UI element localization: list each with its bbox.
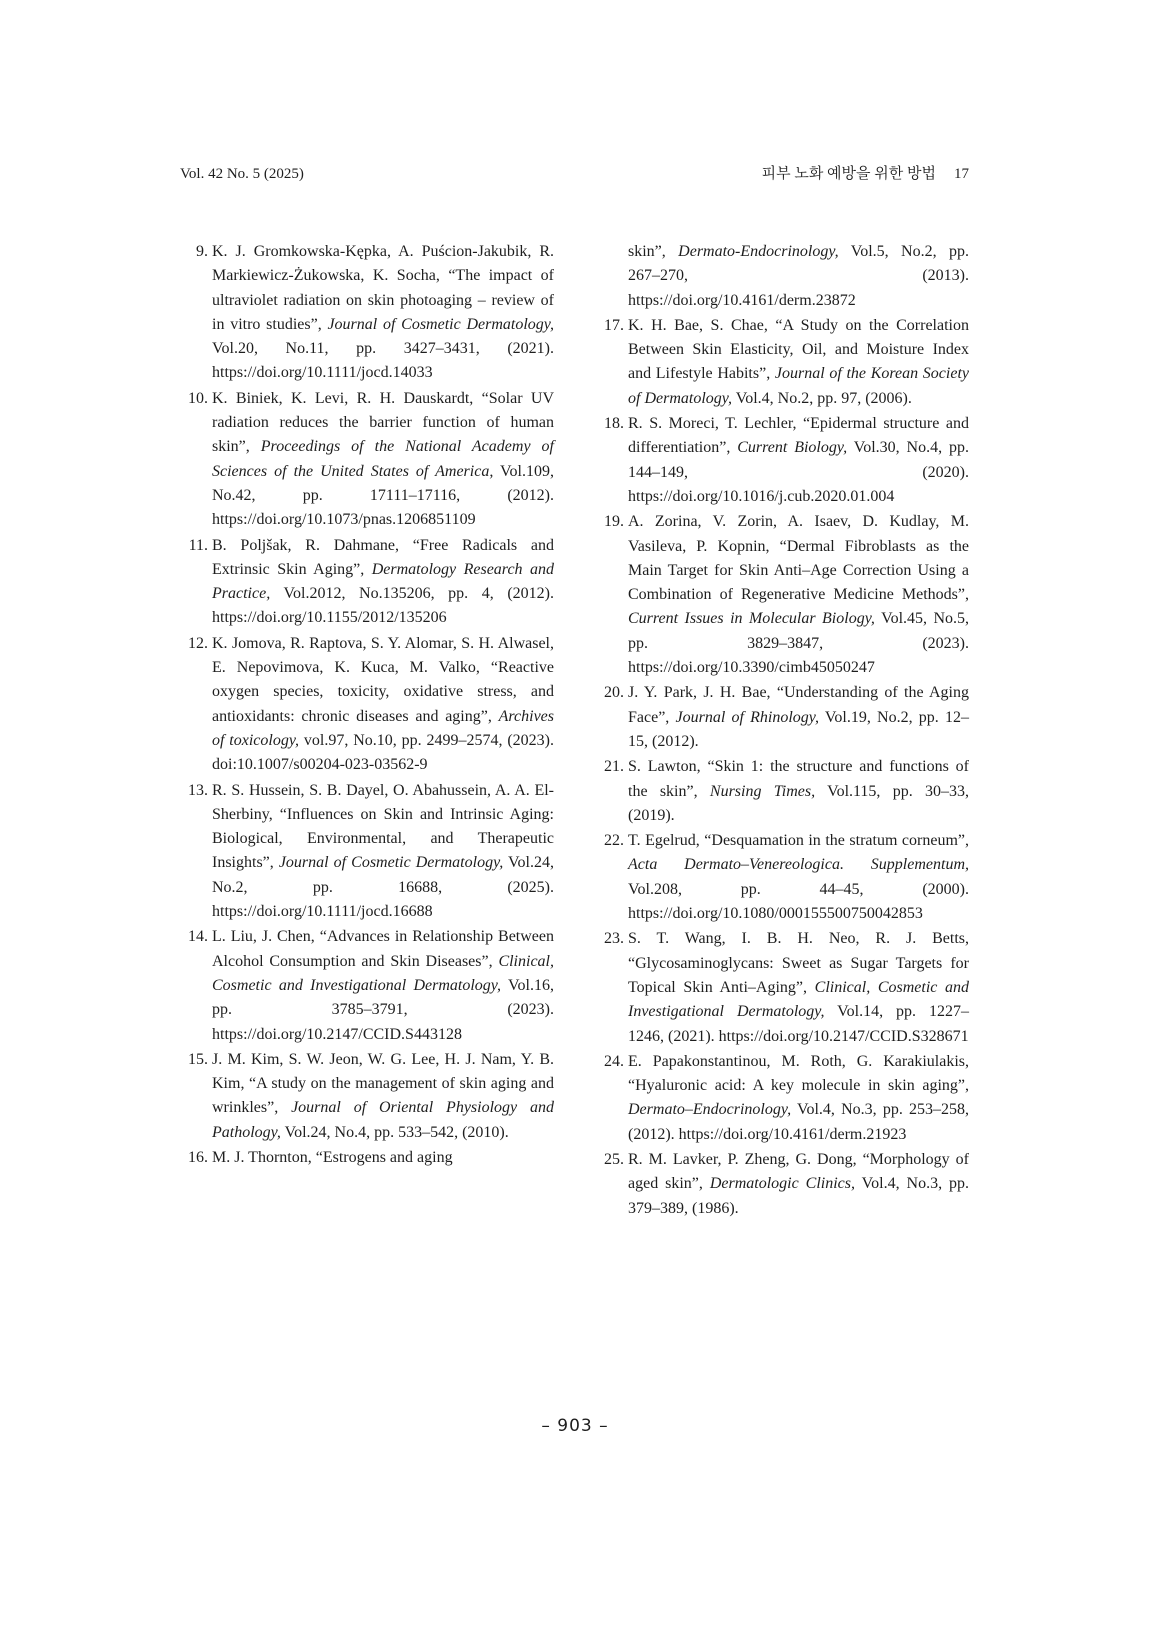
reference-journal: Journal of the Korean Society of Dermatology, [628,365,970,407]
reference-authors-title: J. M. Kim, S. W. Jeon, W. G. Lee, H. J. Nam, Y. B. Kim, “A study on the management of skin aging and wrinkles”, [212,1050,554,1117]
reference-number: 25. [604,1150,624,1168]
reference-journal: Dermato-Endocrinology, [678,243,839,260]
reference-authors-title: K. Biniek, K. Levi, R. H. Dauskardt, “Solar UV radiation reduces the barrier function of human skin”, [212,389,554,456]
reference-authors-title: S. Lawton, “Skin 1: the structure and functions of the skin”, [628,758,969,800]
reference-authors-title: K. J. Gromkowska-Kępka, A. Puścion-Jakubik, R. Markiewicz-Żukowska, K. Socha, “The impact of ultraviolet radiation on skin photoaging – review of in vitro studies”, [212,243,554,333]
reference-journal: Clinical, Cosmetic and Investigational Dermatology, [628,978,969,1021]
reference-details: Vol.109, No.42, pp. 17111–17116, (2012). https://doi.org/10.1073/pnas.1206851109 [212,462,554,529]
reference-number: 9. [196,243,208,260]
reference-item [180,779,554,925]
reference-authors-title: M. J. Thornton, “Estrogens and aging [212,1148,453,1166]
reference-authors-title: A. Zorina, V. Zorin, A. Isaev, D. Kudlay, M. Vasileva, P. Kopnin, “Dermal Fibroblasts as the Main Target for Skin Anti–Age Correction Using a Combination of Regenerative Medicine Methods”, [628,513,969,604]
reference-details: Vol.30, No.4, pp. 144–149, (2020). https://doi.org/10.1016/j.cub.2020.01.004 [628,439,970,505]
reference-number: 12. [188,634,208,652]
reference-list [180,240,554,1170]
reference-number: 24. [604,1052,624,1070]
reference-item [180,632,554,778]
reference-item [180,240,554,386]
reference-authors-title: K. Jomova, R. Raptova, S. Y. Alomar, S. H. Alwasel, E. Nepovimova, K. Kuca, M. Valko, “Reactive oxygen species, toxicity, oxidative stress, and antioxidants: chronic diseases and aging”, [212,634,554,725]
reference-journal: Archives of toxicology, [212,707,554,749]
reference-number: 10. [188,389,208,407]
reference-journal: Clinical, Cosmetic and Investigational Dermatology, [212,952,554,994]
reference-number: 21. [604,758,624,776]
reference-journal: Journal of Cosmetic Dermatology, [327,315,555,333]
reference-authors-title: K. H. Bae, S. Chae, “A Study on the Correlation Between Skin Elasticity, Oil, and Moisture Index and Lifestyle Habits”, [628,316,969,383]
reference-details: Vol.115, pp. 30–33, (2019). [628,782,969,824]
journal-volume: Vol. 42 No. 5 (2025) [180,166,304,182]
reference-authors-title: L. Liu, J. Chen, “Advances in Relationship Between Alcohol Consumption and Skin Diseases”, [212,928,554,970]
reference-item [180,1048,554,1145]
reference-authors-title: B. Poljšak, R. Dahmane, “Free Radicals and Extrinsic Skin Aging”, [212,536,554,578]
reference-item [596,829,969,926]
reference-item [596,681,969,754]
reference-item [596,927,969,1048]
reference-number: 18. [604,415,624,433]
reference-number: 19. [604,513,624,531]
reference-details: Vol.20, No.11, pp. 3427–3431, (2021). https://doi.org/10.1111/jocd.14033 [212,340,554,382]
reference-details: Vol.208, pp. 44–45, (2000). https://doi.org/10.1080/000155500750042853 [628,880,969,923]
reference-number: 14. [188,928,208,946]
reference-details: Vol.45, No.5, pp. 3829–3847, (2023). https://doi.org/10.3390/cimb45050247 [628,610,969,677]
reference-authors-title: R. S. Moreci, T. Lechler, “Epidermal structure and differentiation”, [628,415,969,457]
reference-item [596,240,969,313]
reference-number: 22. [604,832,624,850]
reference-details: Vol.4, No.2, pp. 97, (2006). [732,389,912,407]
reference-journal: Journal of Rhinology, [675,708,820,726]
header-right [762,164,969,184]
reference-item [180,925,554,1046]
page-number: – 903 – [541,1416,609,1436]
reference-details: Vol.24, No.4, pp. 533–542, (2010). [280,1123,509,1141]
running-header [180,164,969,184]
reference-item [180,1146,554,1170]
reference-journal: Dermatology Research and Practice, [212,560,555,603]
reference-details: Vol.19, No.2, pp. 12–15, (2012). [628,708,970,750]
reference-details: Vol.4, No.3, pp. 253–258, (2012). https://doi.org/10.4161/derm.21923 [628,1101,969,1143]
reference-item [596,412,969,509]
references-left-column [180,240,554,1171]
reference-journal: Current Biology, [737,439,848,457]
reference-details: Vol.4, No.3, pp. 379–389, (1986). [628,1175,970,1217]
running-title: 피부 노화 예방을 위한 방법 [761,166,936,182]
reference-details: Vol.14, pp. 1227–1246, (2021). https://doi.org/10.2147/CCID.S328671 [628,1003,969,1045]
reference-authors-title: E. Papakonstantinou, M. Roth, G. Karakiulakis, “Hyaluronic acid: A key molecule in skin aging”, [628,1052,969,1095]
reference-item [596,755,969,828]
reference-number: 23. [604,930,624,948]
header-page-number: 17 [954,166,969,182]
reference-authors-title: T. Egelrud, “Desquamation in the stratum corneum”, [628,832,969,850]
reference-journal: Nursing Times, [709,782,816,800]
reference-journal: Journal of Oriental Physiology and Pathology, [212,1099,555,1141]
reference-details: vol.97, No.10, pp. 2499–2574, (2023). doi:10.1007/s00204-023-03562-9 [212,731,555,774]
reference-item [180,387,554,533]
reference-journal: Acta Dermato–Venereologica. Supplementum, [628,856,969,874]
reference-journal: Dermato–Endocrinology, [628,1101,792,1119]
reference-journal: Proceedings of the National Academy of Sciences of the United States of America, [212,438,554,480]
reference-item [596,1050,969,1147]
reference-number: 11. [188,536,208,554]
reference-list [596,240,969,1221]
reference-item [596,510,969,680]
reference-authors-title: R. M. Lavker, P. Zheng, G. Dong, “Morphology of aged skin”, [628,1150,969,1193]
reference-authors-title: S. T. Wang, I. B. H. Neo, R. J. Betts, “Glycosaminoglycans: Sweet as Sugar Targets for Topical Skin Anti–Aging”, [628,930,969,996]
references-right-column [596,240,969,1222]
reference-item [596,1148,969,1221]
reference-authors-title: skin”, [628,243,679,260]
reference-journal: Dermatologic Clinics, [709,1175,855,1193]
reference-journal: Current Issues in Molecular Biology, [628,610,875,628]
reference-number: 17. [604,316,624,334]
reference-journal: Journal of Cosmetic Dermatology, [278,854,504,872]
reference-details: Vol.5, No.2, pp. 267–270, (2013). https://doi.org/10.4161/derm.23872 [628,243,969,309]
reference-number: 13. [188,781,208,799]
reference-number: 16. [188,1148,208,1166]
reference-authors-title: J. Y. Park, J. H. Bae, “Understanding of the Aging Face”, [628,684,969,726]
reference-details: Vol.24, No.2, pp. 16688, (2025). https://doi.org/10.1111/jocd.16688 [212,854,554,921]
reference-item [596,314,969,411]
reference-details: Vol.16, pp. 3785–3791, (2023). https://doi.org/10.2147/CCID.S443128 [212,976,554,1043]
reference-details: Vol.2012, No.135206, pp. 4, (2012). https://doi.org/10.1155/2012/135206 [212,585,554,627]
reference-authors-title: R. S. Hussein, S. B. Dayel, O. Abahussein, A. A. El-Sherbiny, “Influences on Skin and Intrinsic Aging: Biological, Environmental, and Therapeutic Insights”, [212,781,554,872]
reference-item [180,534,554,631]
reference-number: 15. [188,1050,208,1068]
reference-number: 20. [604,684,624,702]
